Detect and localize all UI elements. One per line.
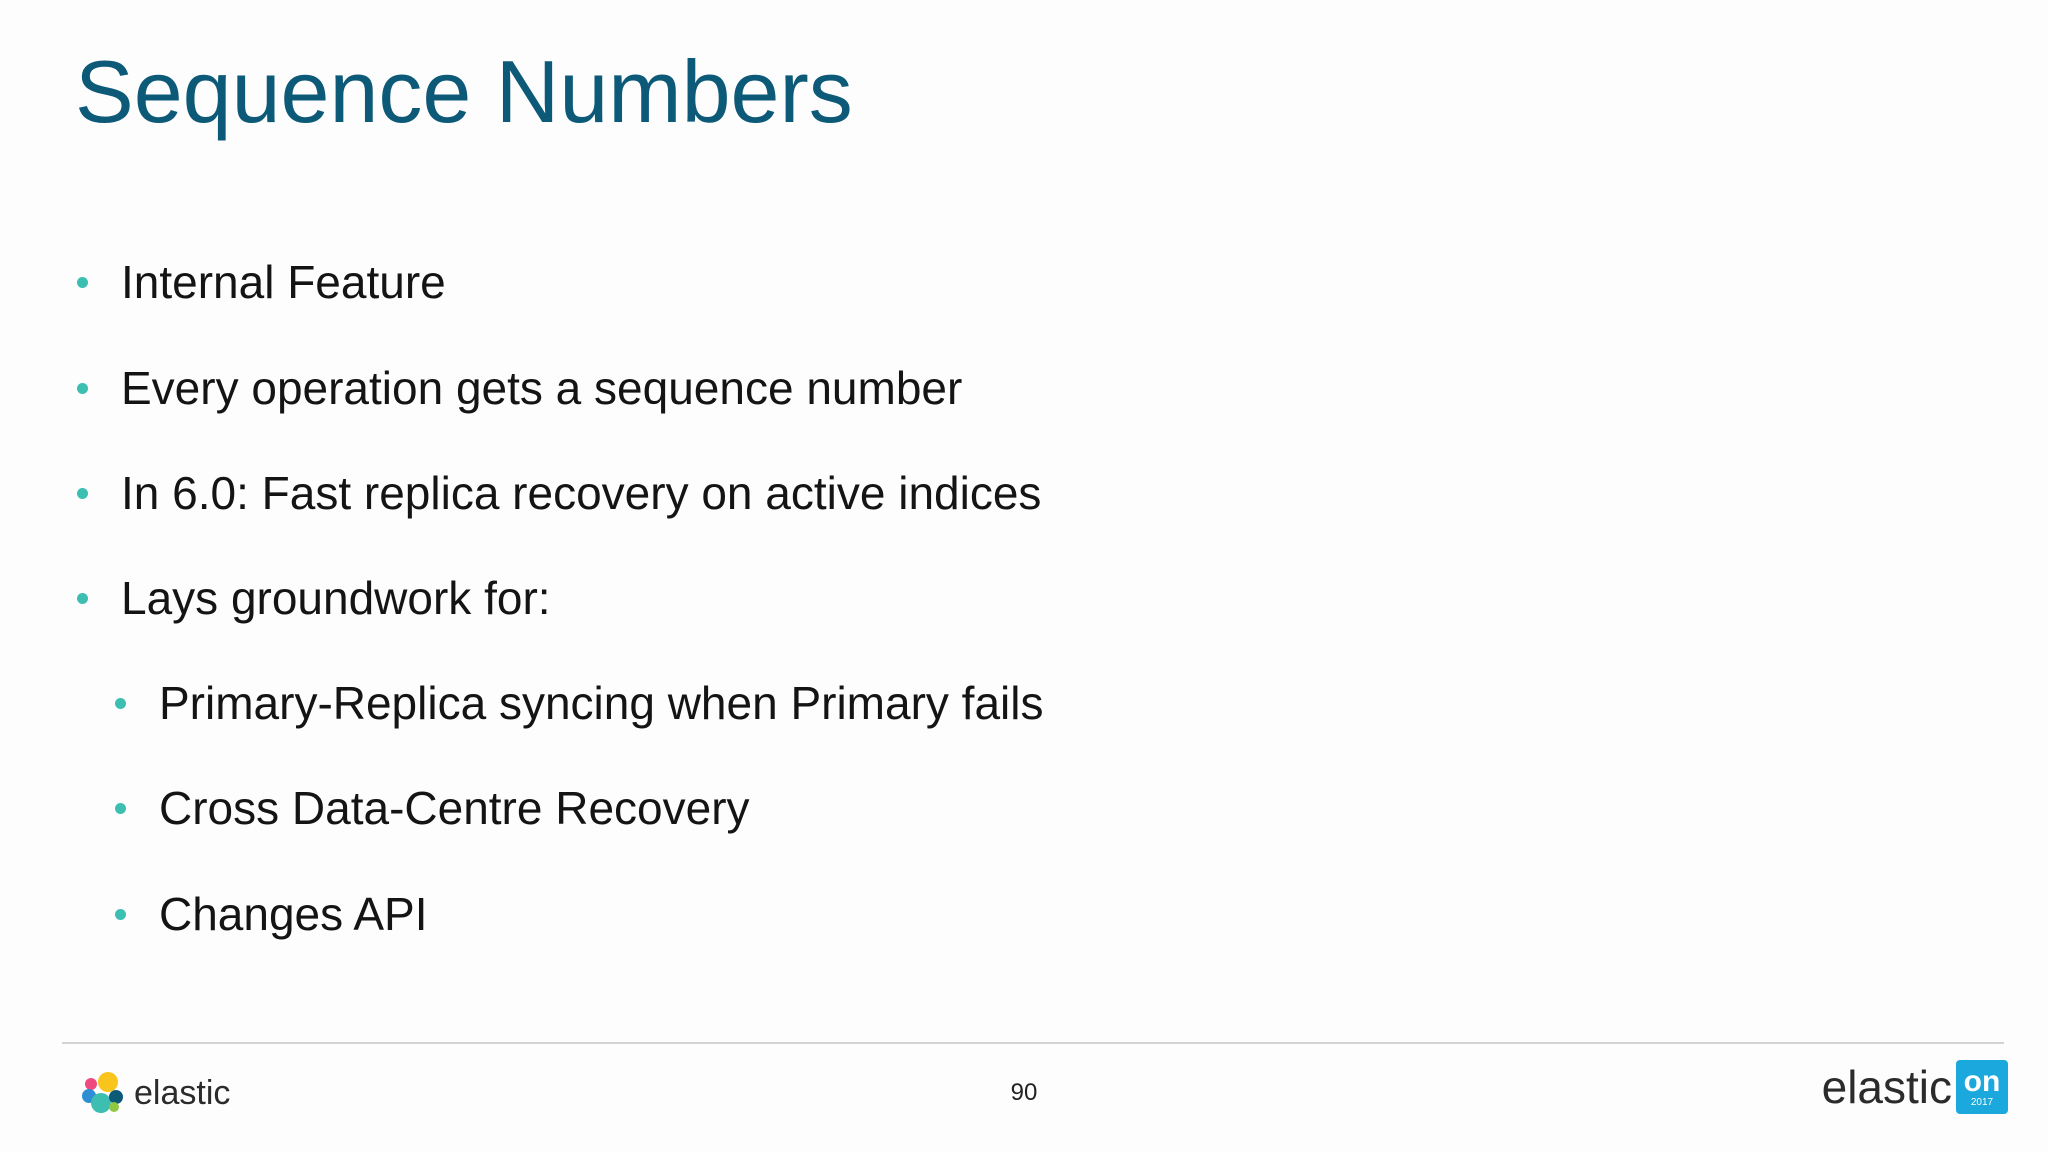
bullet-text: Every operation gets a sequence number: [121, 362, 963, 414]
elastic-cluster-logo-icon: [80, 1069, 128, 1117]
bullet-text: In 6.0: Fast replica recovery on active indices: [121, 467, 1042, 519]
bullet-dot-icon: [115, 803, 126, 814]
sub-bullet-item: [115, 780, 750, 836]
bullet-item: [77, 465, 1041, 521]
bullet-dot-icon: [77, 383, 88, 394]
bullet-text: Changes API: [159, 888, 428, 940]
bullet-dot-icon: [115, 698, 126, 709]
page-number: 90: [1010, 1079, 1038, 1106]
badge-year: 2017: [1970, 1097, 1994, 1108]
bullet-dot-icon: [115, 909, 126, 920]
slide-title: Sequence Numbers: [75, 42, 853, 141]
bullet-text: Primary-Replica syncing when Primary fails: [159, 677, 1044, 729]
badge-text: on: [1963, 1065, 2001, 1098]
elasticon-wordmark: elastic: [1821, 1061, 1952, 1113]
elasticon-badge-icon: [1956, 1060, 2008, 1114]
bullet-item: [77, 570, 551, 626]
bullet-text: Lays groundwork for:: [121, 572, 551, 624]
bullet-dot-icon: [77, 488, 88, 499]
bullet-text: Internal Feature: [121, 256, 446, 308]
elasticon-logo: [1822, 1056, 2008, 1118]
footer-divider: [62, 1042, 2004, 1044]
bullet-item: [77, 360, 962, 416]
elastic-wordmark: elastic: [134, 1074, 231, 1112]
elastic-logo: [80, 1068, 230, 1118]
bullet-dot-icon: [77, 277, 88, 288]
sub-bullet-item: [115, 675, 1043, 731]
bullet-dot-icon: [77, 593, 88, 604]
sub-bullet-item: [115, 886, 428, 942]
bullet-item: [77, 254, 446, 310]
bullet-text: Cross Data-Centre Recovery: [159, 782, 750, 834]
